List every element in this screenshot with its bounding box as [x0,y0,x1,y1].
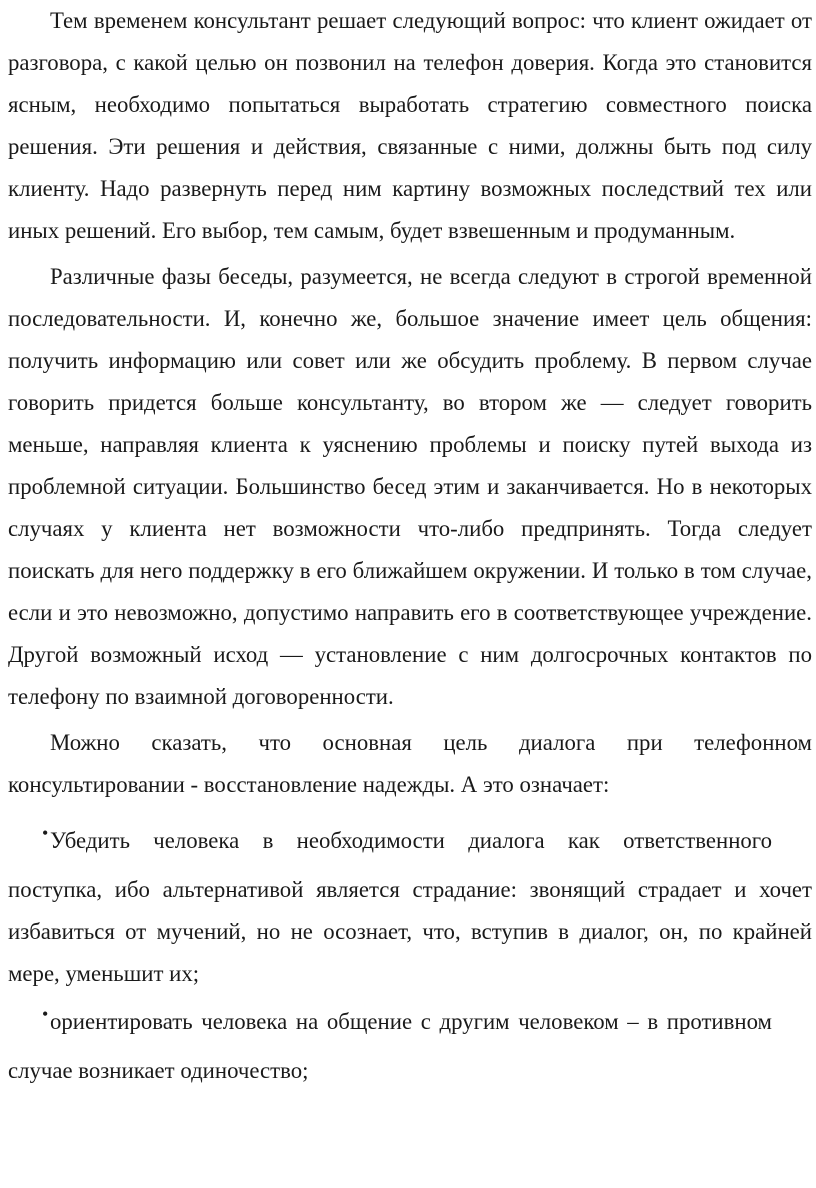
bullet-item-2: •ориентировать человека на общение с другим человеком – в противном случае возникает одиночество; [8,993,812,1092]
paragraph-2: Различные фазы беседы, разумеется, не всегда следуют в строгой временной последовательности. И, конечно же, большое значение имеет цель общения: получить информацию или совет или же обсудить проблему. В первом случае говорить придется больше консультанту, во втором же — следует говорить меньше, направляя клиента к уяснению проблемы и поиску путей выхода из проблемной ситуации. Большинство бесед этим и заканчивается. Но в некоторых случаях у клиента нет возможности что-либо предпринять. Тогда следует поискать для него поддержку в его ближайшем окружении. И только в том случае, если и это невозможно, допустимо направить его в соответствующее учреждение. Другой возможный исход — установление с ним долгосрочных контактов по телефону по взаимной договоренности. [8,264,812,709]
bullet-item-2-first-line: ориентировать человека на общение с другим человеком – в противном [50,1009,772,1034]
paragraph-3: Можно сказать, что основная цель диалога при телефонном консультировании - восстановление надежды. А это означает: [8,730,812,797]
bullet-item-1-first-line: Убедить человека в необходимости диалога как ответственного [50,828,772,853]
bullet-item-2-continuation: случае возникает одиночество; [8,1058,309,1083]
document-page [8,0,812,1092]
bullet-item-1: •Убедить человека в необходимости диалога как ответственного поступка, ибо альтернативой является страдание: звонящий страдает и хочет избавиться от мучений, но не осознает, что, вступив в диалог, он, по крайней мере, уменьшит их; [8,812,812,995]
bullet-item-1-continuation: поступка, ибо альтернативой является страдание: звонящий страдает и хочет избавиться от мучений, но не осознает, что, вступив в диалог, он, по крайней мере, уменьшит их; [8,877,812,986]
paragraph-1: Тем временем консультант решает следующий вопрос: что клиент ожидает от разговора, с какой целью он позвонил на телефон доверия. Когда это становится ясным, необходимо попытаться выработать стратегию совместного поиска решения. Эти решения и действия, связанные с ними, должны быть под силу клиенту. Надо развернуть перед ним картину возможных последствий тех или иных решений. Его выбор, тем самым, будет взвешенным и продуманным. [8,8,812,243]
